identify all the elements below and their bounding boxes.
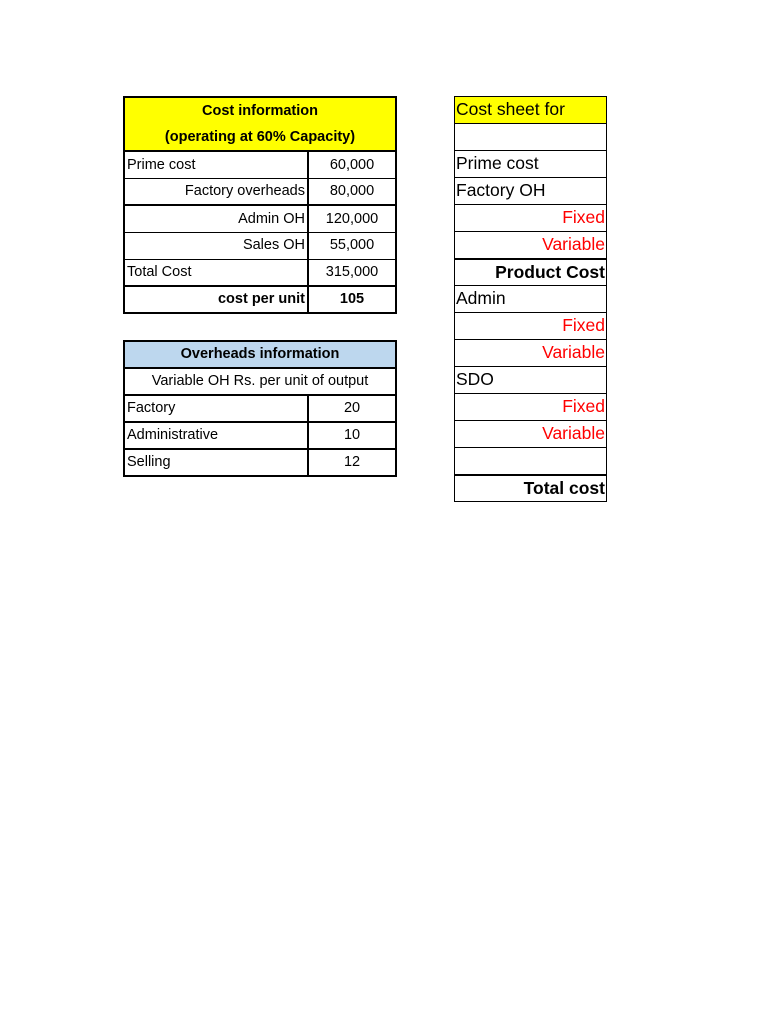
overheads-info-subtitle[interactable]: Variable OH Rs. per unit of output	[124, 368, 396, 395]
cost-sheet-factory-fixed[interactable]: Fixed	[455, 205, 607, 232]
table-row	[124, 449, 396, 476]
cost-sheet-blank-row-2[interactable]	[455, 448, 607, 475]
total-cost-value[interactable]: 315,000	[308, 259, 396, 286]
overheads-information-table	[123, 340, 397, 477]
table-row	[124, 151, 396, 178]
cost-sheet-prime-cost[interactable]: Prime cost	[455, 151, 607, 178]
cost-sheet-factory-variable[interactable]: Variable	[455, 232, 607, 259]
cost-sheet-admin[interactable]: Admin	[455, 286, 607, 313]
administrative-value[interactable]: 10	[308, 422, 396, 449]
cost-sheet-total-cost[interactable]: Total cost	[455, 475, 607, 502]
selling-value[interactable]: 12	[308, 449, 396, 476]
factory-overheads-label[interactable]: Factory overheads	[124, 178, 308, 205]
admin-oh-value[interactable]: 120,000	[308, 205, 396, 232]
factory-value[interactable]: 20	[308, 395, 396, 422]
cost-sheet-sdo-variable[interactable]: Variable	[455, 421, 607, 448]
cost-info-title[interactable]: Cost information	[124, 97, 396, 124]
prime-cost-label[interactable]: Prime cost	[124, 151, 308, 178]
table-row	[124, 178, 396, 205]
cost-sheet-sdo-fixed[interactable]: Fixed	[455, 394, 607, 421]
cost-information-table	[123, 96, 397, 314]
cost-sheet-product-cost[interactable]: Product Cost	[455, 259, 607, 286]
cost-per-unit-value[interactable]: 105	[308, 286, 396, 313]
cost-sheet-table	[454, 96, 607, 502]
table-row	[124, 286, 396, 313]
total-cost-label[interactable]: Total Cost	[124, 259, 308, 286]
table-row	[124, 205, 396, 232]
cost-info-subtitle[interactable]: (operating at 60% Capacity)	[124, 124, 396, 151]
admin-oh-label[interactable]: Admin OH	[124, 205, 308, 232]
table-row	[124, 232, 396, 259]
cost-sheet-admin-fixed[interactable]: Fixed	[455, 313, 607, 340]
cost-sheet-blank-row[interactable]	[455, 124, 607, 151]
sales-oh-value[interactable]: 55,000	[308, 232, 396, 259]
factory-label[interactable]: Factory	[124, 395, 308, 422]
cost-per-unit-label[interactable]: cost per unit	[124, 286, 308, 313]
cost-sheet-sdo[interactable]: SDO	[455, 367, 607, 394]
cost-sheet-admin-variable[interactable]: Variable	[455, 340, 607, 367]
sales-oh-label[interactable]: Sales OH	[124, 232, 308, 259]
prime-cost-value[interactable]: 60,000	[308, 151, 396, 178]
overheads-info-title[interactable]: Overheads information	[124, 341, 396, 368]
table-row	[124, 395, 396, 422]
table-row	[124, 259, 396, 286]
cost-sheet-title[interactable]: Cost sheet for	[455, 97, 607, 124]
administrative-label[interactable]: Administrative	[124, 422, 308, 449]
table-row	[124, 422, 396, 449]
factory-overheads-value[interactable]: 80,000	[308, 178, 396, 205]
selling-label[interactable]: Selling	[124, 449, 308, 476]
cost-sheet-factory-oh[interactable]: Factory OH	[455, 178, 607, 205]
